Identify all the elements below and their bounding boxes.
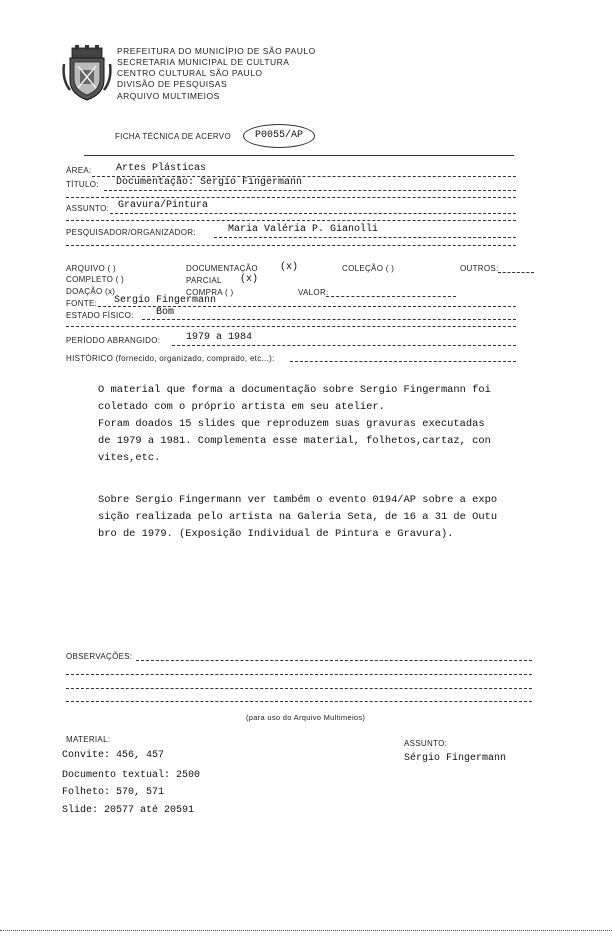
periodo-label: PERÍODO ABRANGIDO: [66, 336, 161, 345]
material-item: Documento textual: 2500 [62, 770, 201, 781]
documentacao-check: DOCUMENTAÇÃO [186, 264, 258, 273]
area-label: ÁREA: [66, 166, 92, 175]
historico-line: Foram doados 15 slides que reproduzem suas gravuras executadas [98, 418, 485, 430]
periodo-value: 1979 a 1984 [186, 332, 253, 343]
doacao-check: DOAÇÃO (x) [66, 287, 116, 296]
colecao-check: COLEÇÃO ( ) [342, 264, 395, 273]
assunto-value: Gravura/Pintura [118, 200, 209, 211]
material-item: Slide: 20577 até 20591 [62, 805, 195, 816]
observacoes-note: (para uso do Arquivo Multimeios) [246, 713, 366, 722]
parcial-check: PARCIAL [186, 276, 222, 285]
documentacao-mark: (x) [280, 262, 299, 273]
material-item: Convite: 456, 457 [62, 750, 165, 761]
compra-check: COMPRA ( ) [186, 288, 234, 297]
header-line-5: ARQUIVO MULTIMEIOS [117, 91, 220, 101]
area-value: Artes Plásticas [116, 163, 207, 174]
observacoes-label: OBSERVAÇÕES: [66, 652, 133, 661]
ficha-label: FICHA TÉCNICA DE ACERVO [115, 132, 231, 141]
historico-paragraph-1 [98, 382, 491, 467]
historico-line: bro de 1979. (Exposição Individual de Pintura e Gravura). [98, 528, 454, 540]
pesquisador-label: PESQUISADOR/ORGANIZADOR: [66, 228, 196, 237]
material-label: MATERIAL: [66, 735, 111, 744]
titulo-label: TÍTULO: [66, 180, 99, 189]
titulo-value: Documentação: Sergio Fingermann [116, 177, 303, 188]
header-line-4: DIVISÃO DE PESQUISAS [117, 79, 228, 89]
assunto-bottom-value: Sérgio Fingermann [404, 753, 507, 764]
estado-value: Bom [156, 307, 175, 318]
material-item: Folheto: 570, 571 [62, 787, 165, 798]
historico-line: sição realizada pelo artista na Galeria Seta, de 16 a 31 de Outu [98, 511, 498, 523]
assunto-bottom-label: ASSUNTO: [404, 739, 448, 748]
outros-label: OUTROS: [460, 264, 499, 273]
arquivo-check: ARQUIVO ( ) [66, 264, 116, 273]
historico-line: de 1979 a 1981. Complementa esse material, folhetos,cartaz, con [98, 435, 491, 447]
fonte-label: FONTE: [66, 299, 98, 308]
coat-of-arms-icon [62, 44, 112, 102]
header-line-3: CENTRO CULTURAL SÃO PAULO [117, 68, 263, 78]
historico-label: HISTÓRICO (fornecido, organizado, comprado, etc...): [66, 354, 275, 363]
bottom-edge-rule [0, 930, 612, 931]
historico-line: vites,etc. [98, 452, 161, 464]
historico-line: O material que forma a documentação sobre Sergio Fingermann foi [98, 384, 491, 396]
historico-line: Sobre Sergio Fingermann ver também o evento 0194/AP sobre a expo [98, 494, 498, 506]
completo-check: COMPLETO ( ) [66, 275, 125, 284]
historico-line: coletado com o próprio artista em seu atelier. [98, 401, 385, 413]
estado-label: ESTADO FÍSICO: [66, 311, 134, 320]
parcial-mark: (x) [240, 274, 259, 285]
valor-label: VALOR: [298, 288, 329, 297]
historico-paragraph-2 [98, 492, 497, 543]
pesquisador-value: Maria Valéria P. Gianolli [228, 224, 379, 235]
header-line-1: PREFEITURA DO MUNICÍPIO DE SÃO PAULO [117, 46, 316, 56]
fonte-value: Sergio Fingermann [114, 295, 217, 306]
ficha-number: P0055/AP [255, 130, 304, 141]
assunto-label: ASSUNTO: [66, 204, 110, 213]
header-line-2: SECRETARIA MUNICIPAL DE CULTURA [117, 57, 290, 67]
